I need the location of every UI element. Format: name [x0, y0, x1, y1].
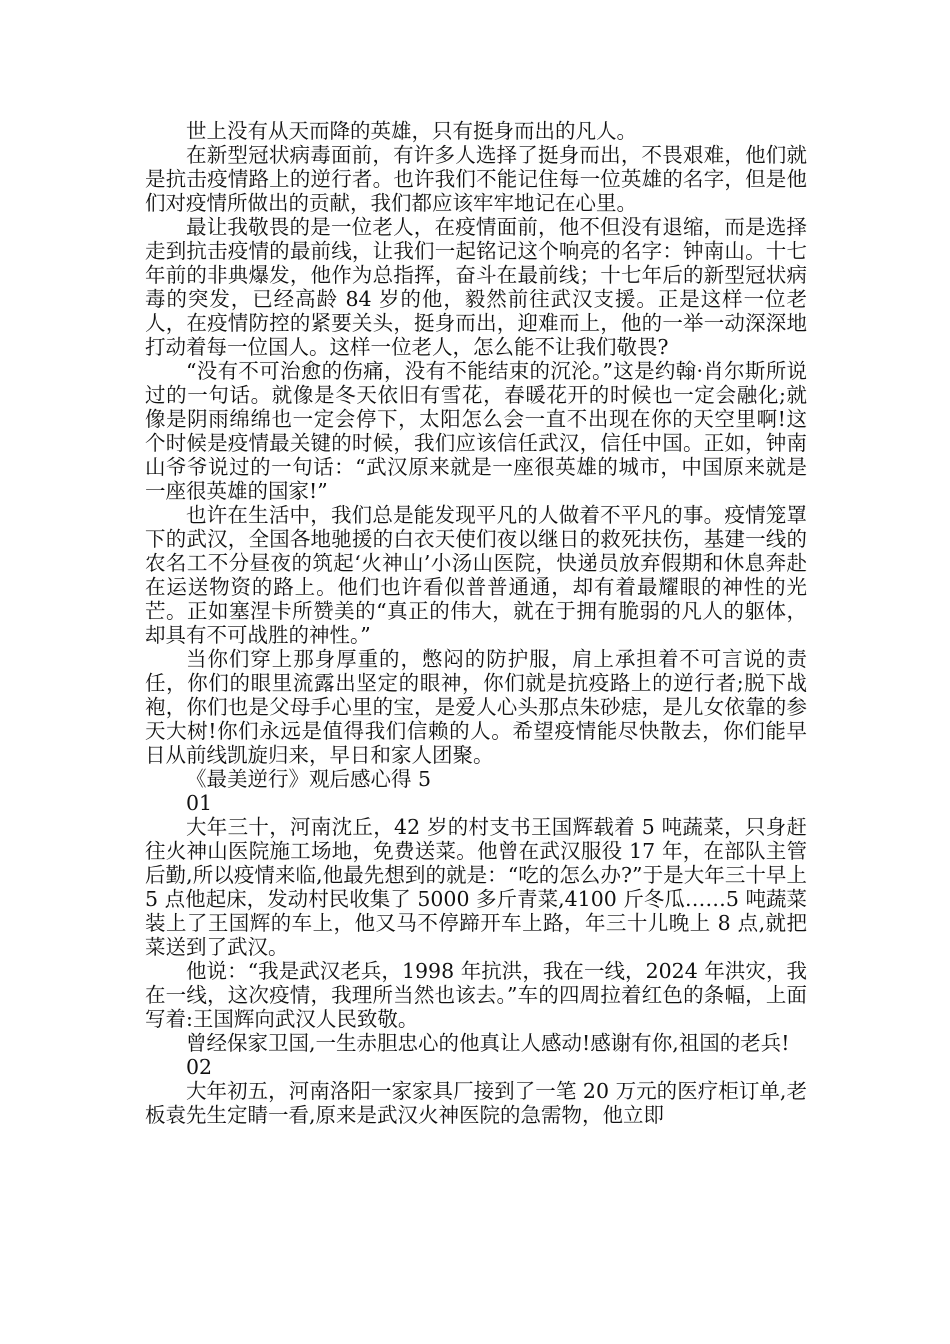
document-body [145, 119, 807, 1127]
paragraph: 曾经保家卫国,一生赤胆忠心的他真让人感动!感谢有你,祖国的老兵! [186, 1031, 790, 1055]
paragraph: 大年三十，河南沈丘，42 岁的村支书王国辉载着 5 吨蔬菜，只身赶往火神山医院施工场地，免费送菜。他曾在武汉服役 17 年，在部队主管后勤,所以疫情来临,他最先想到的就是：“吃的怎么办?”于是大年三十早上 5 点他起床，发动村民收集了 5000 多斤青菜,4100 斤冬瓜……5 吨蔬菜装上了王国辉的车上，他又马不停蹄开车上路，年三十儿晚上 8 点,就把菜送到了武汉。 [145, 815, 807, 959]
paragraph: 也许在生活中，我们总是能发现平凡的人做着不平凡的事。疫情笼罩下的武汉，全国各地驰援的白衣天使们夜以继日的救死扶伤，基建一线的农名工不分昼夜的筑起‘火神山’小汤山医院，快递员放弃假期和休息奔赴在运送物资的路上。他们也许看似普普通通，却有着最耀眼的神性的光芒。正如塞涅卡所赞美的“真正的伟大，就在于拥有脆弱的凡人的躯体，却具有不可战胜的神性。” [145, 503, 807, 647]
paragraph: 他说：“我是武汉老兵，1998 年抗洪，我在一线，2024 年洪灾，我在一线，这次疫情，我理所当然也该去。”车的四周拉着红色的条幅，上面写着:王国辉向武汉人民致敬。 [145, 959, 807, 1031]
paragraph: “没有不可治愈的伤痛，没有不能结束的沉沦。”这是约翰·肖尔斯所说过的一句话。就像是冬天依旧有雪花，春暖花开的时候也一定会融化;就像是阴雨绵绵也一定会停下，太阳怎么会一直不出现在你的天空里啊!这个时候是疫情最关键的时候，我们应该信任武汉，信任中国。正如，钟南山爷爷说过的一句话：“武汉原来就是一座很英雄的城市，中国原来就是一座很英雄的国家!” [145, 359, 807, 503]
paragraph: 当你们穿上那身厚重的，憋闷的防护服，肩上承担着不可言说的责任，你们的眼里流露出坚定的眼神，你们就是抗疫路上的逆行者;脱下战袍，你们也是父母手心里的宝，是爱人心头那点朱砂痣，是儿女依靠的参天大树!你们永远是值得我们信赖的人。希望疫情能尽快散去，你们能早日从前线凯旋归来，早日和家人团聚。 [145, 647, 807, 767]
section-title: 《最美逆行》观后感心得 5 [186, 767, 432, 791]
paragraph: 在新型冠状病毒面前，有许多人选择了挺身而出，不畏艰难，他们就是抗击疫情路上的逆行者。也许我们不能记住每一位英雄的名字，但是他们对疫情所做出的贡献，我们都应该牢牢地记在心里。 [145, 143, 807, 215]
section-number: 01 [186, 791, 213, 815]
paragraph: 最让我敬畏的是一位老人，在疫情面前，他不但没有退缩，而是选择走到抗击疫情的最前线，让我们一起铭记这个响亮的名字：钟南山。十七年前的非典爆发，他作为总指挥，奋斗在最前线；十七年后的新型冠状病毒的突发，已经高龄 84 岁的他，毅然前往武汉支援。正是这样一位老人，在疫情防控的紧要关头，挺身而出，迎难而上，他的一举一动深深地打动着每一位国人。这样一位老人，怎么能不让我们敬畏? [145, 215, 807, 359]
paragraph: 大年初五，河南洛阳一家家具厂接到了一笔 20 万元的医疗柜订单,老板袁先生定睛一看,原来是武汉火神医院的急需物，他立即 [145, 1079, 807, 1127]
section-number: 02 [186, 1055, 213, 1079]
paragraph: 世上没有从天而降的英雄，只有挺身而出的凡人。 [186, 119, 637, 143]
